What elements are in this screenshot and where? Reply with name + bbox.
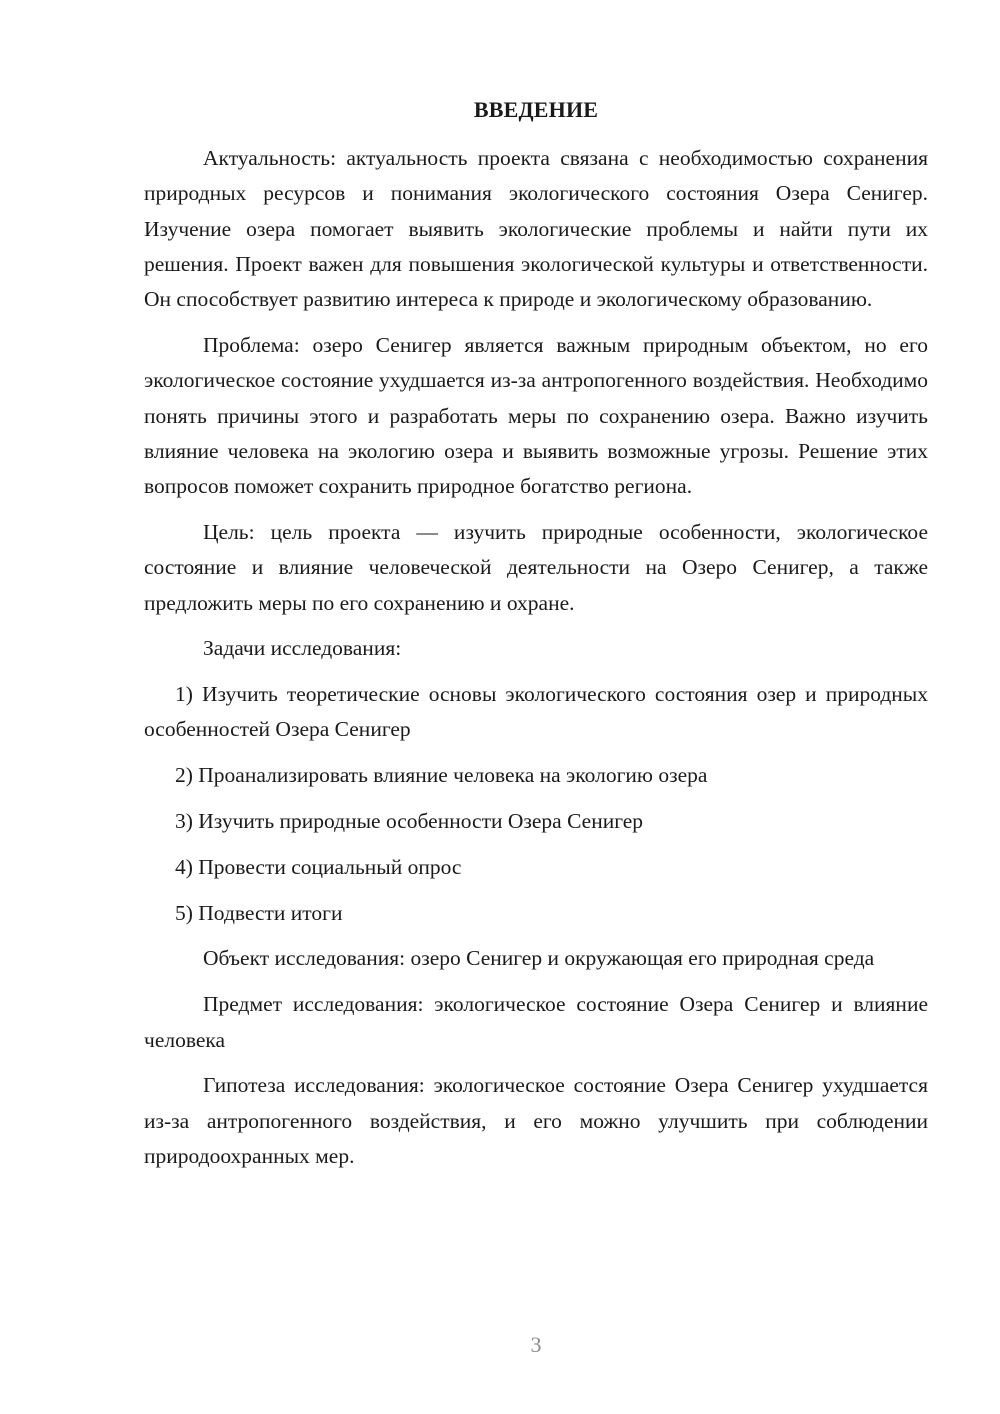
list-item: 3) Изучить природные особенности Озера Сенигер xyxy=(175,809,644,834)
tasks-heading: Задачи исследования: xyxy=(203,636,402,661)
subject-paragraph: Предмет исследования: экологическое состояние Озера Сенигер и влияние человека xyxy=(144,992,928,1052)
page-title: ВВЕДЕНИЕ xyxy=(473,97,599,122)
list-item: 1) Изучить теоретические основы экологического состояния озер и природных особенностей Озера Сенигер xyxy=(144,682,928,742)
tasks-list xyxy=(144,677,928,931)
relevance-paragraph: Актуальность: актуальность проекта связана с необходимостью сохранения природных ресурсов и понимания экологического состояния Озера Сенигер. Изучение озера помогает выявить экологические проблемы и найти пути их решения. Проект важен для повышения экологической культуры и ответственности. Он способствует развитию интереса к природе и экологическому образованию. xyxy=(144,146,928,312)
list-item: 4) Провести социальный опрос xyxy=(175,854,462,879)
page-number: 3 xyxy=(530,1332,542,1357)
list-item: 5) Подвести итоги xyxy=(175,900,343,925)
list-item: 2) Проанализировать влияние человека на экологию озера xyxy=(175,763,708,788)
document-page xyxy=(144,92,928,1185)
hypothesis-paragraph: Гипотеза исследования: экологическое состояние Озера Сенигер ухудшается из-за антропогенного воздействия, и его можно улучшить при соблюдении природоохранных мер. xyxy=(144,1073,928,1168)
problem-paragraph: Проблема: озеро Сенигер является важным природным объектом, но его экологическое состояние ухудшается из-за антропогенного воздействия. Необходимо понять причины этого и разработать меры по сохранению озера. Важно изучить влияние человека на экологию озера и выявить возможные угрозы. Решение этих вопросов поможет сохранить природное богатство региона. xyxy=(144,332,928,499)
goal-paragraph: Цель: цель проекта — изучить природные особенности, экологическое состояние и влияние человеческой деятельности на Озеро Сенигер, а также предложить меры по его сохранению и охране. xyxy=(144,519,928,615)
object-paragraph: Объект исследования: озеро Сенигер и окружающая его природная среда xyxy=(203,946,875,971)
